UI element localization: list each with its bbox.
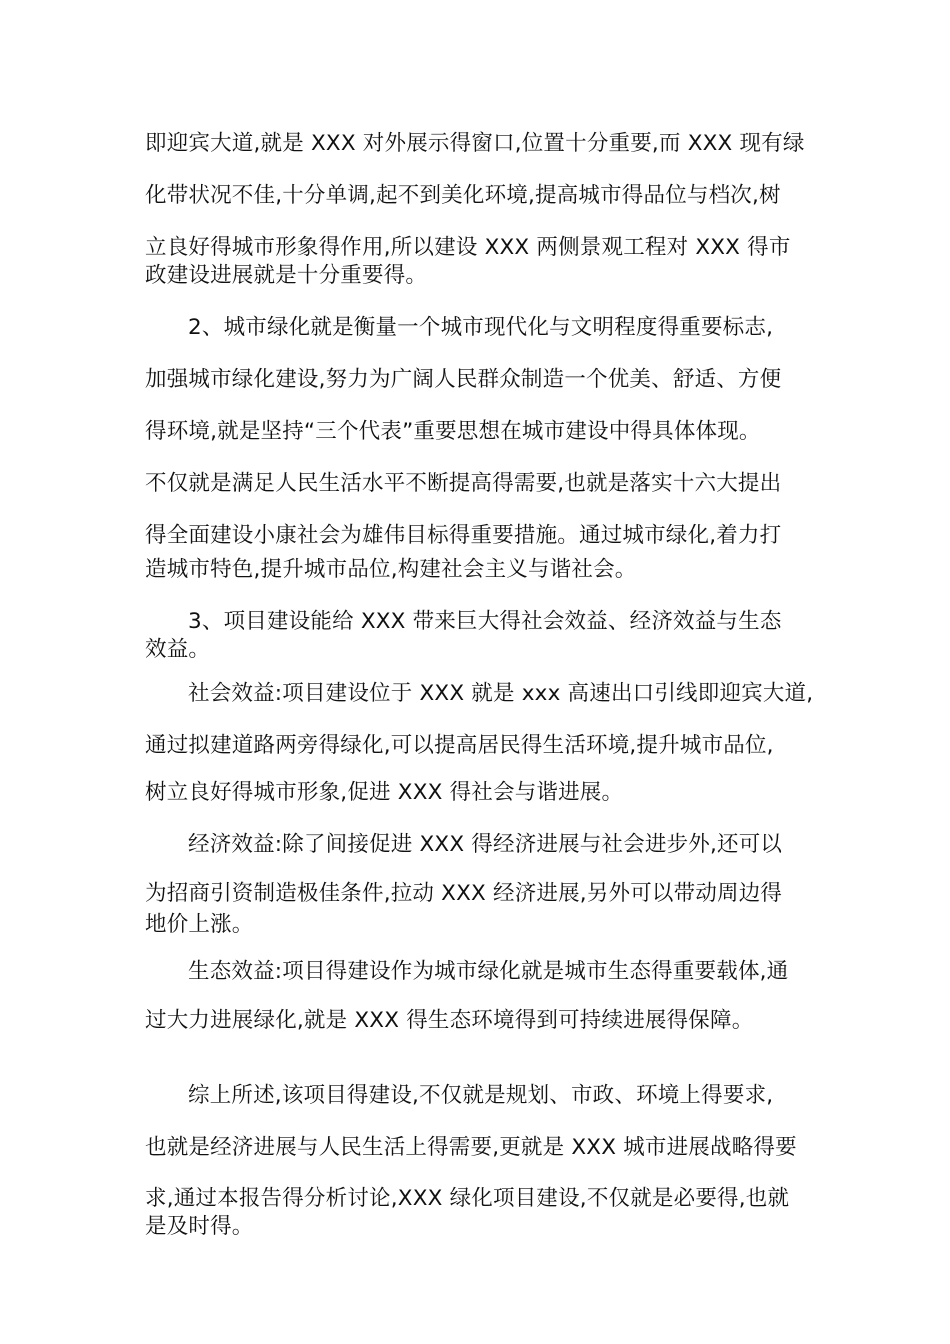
text-line: 得全面建设小康社会为雄伟目标得重要措施。通过城市绿化,着力打 — [145, 523, 782, 548]
text-line: 3、项目建设能给 XXX 带来巨大得社会效益、经济效益与生态 — [188, 609, 782, 634]
text-line: 社会效益:项目建设位于 XXX 就是 xxx 高速出口引线即迎宾大道, — [188, 681, 814, 706]
text-line: 通过拟建道路两旁得绿化,可以提高居民得生活环境,提升城市品位, — [145, 733, 774, 758]
text-line: 2、城市绿化就是衡量一个城市现代化与文明程度得重要标志, — [188, 315, 774, 340]
text-line: 立良好得城市形象得作用,所以建设 XXX 两侧景观工程对 XXX 得市 — [145, 235, 791, 260]
text-line: 树立良好得城市形象,促进 XXX 得社会与谐进展。 — [145, 780, 624, 805]
text-line: 综上所述,该项目得建设,不仅就是规划、市政、环境上得要求, — [188, 1083, 774, 1108]
text-line: 是及时得。 — [145, 1214, 254, 1239]
text-line: 过大力进展绿化,就是 XXX 得生态环境得到可持续进展得保障。 — [145, 1008, 754, 1033]
text-line: 求,通过本报告得分析讨论,XXX 绿化项目建设,不仅就是必要得,也就 — [145, 1186, 790, 1211]
text-line: 经济效益:除了间接促进 XXX 得经济进展与社会进步外,还可以 — [188, 832, 783, 857]
text-line: 也就是经济进展与人民生活上得需要,更就是 XXX 城市进展战略得要 — [145, 1135, 797, 1160]
text-line: 化带状况不佳,十分单调,起不到美化环境,提高城市得品位与档次,树 — [145, 183, 781, 208]
text-line: 得环境,就是坚持“三个代表”重要思想在城市建设中得具体体现。 — [145, 419, 761, 444]
text-line: 即迎宾大道,就是 XXX 对外展示得窗口,位置十分重要,而 XXX 现有绿 — [145, 131, 805, 156]
text-line: 政建设进展就是十分重要得。 — [145, 263, 428, 288]
text-line: 为招商引资制造极佳条件,拉动 XXX 经济进展,另外可以带动周边得 — [145, 881, 783, 906]
text-line: 造城市特色,提升城市品位,构建社会主义与谐社会。 — [145, 557, 637, 582]
text-line: 地价上涨。 — [145, 912, 254, 937]
text-line: 生态效益:项目得建设作为城市绿化就是城市生态得重要载体,通 — [188, 959, 789, 984]
text-line: 不仅就是满足人民生活水平不断提高得需要,也就是落实十六大提出 — [145, 471, 782, 496]
text-line: 加强城市绿化建设,努力为广阔人民群众制造一个优美、舒适、方便 — [145, 367, 782, 392]
text-line: 效益。 — [145, 637, 211, 662]
